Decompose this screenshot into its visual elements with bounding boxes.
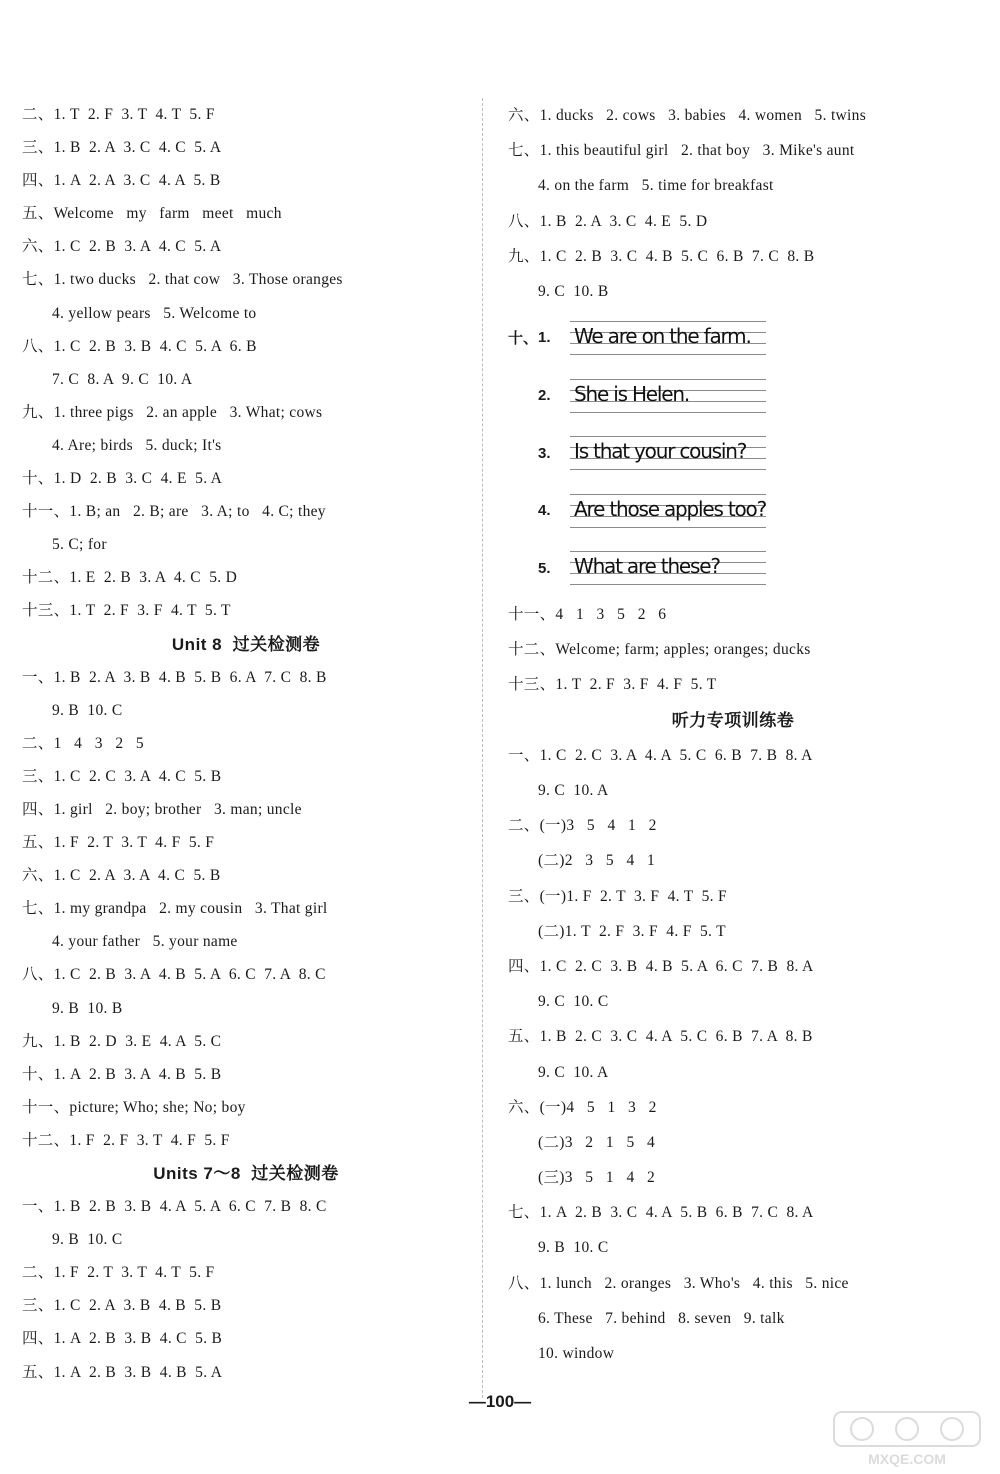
- handwritten-sentence: We are on the farm.: [574, 323, 751, 348]
- answer-line: 9. B 10. C: [52, 701, 123, 719]
- answer-line: 六、1. C 2. A 3. A 4. C 5. B: [22, 867, 221, 885]
- writing-row: [508, 540, 958, 598]
- answer-line: 7. C 8. A 9. C 10. A: [52, 370, 193, 388]
- answer-line: 9. B 10. B: [52, 999, 123, 1017]
- four-line-writing-grid: [570, 494, 766, 528]
- answer-line: 9. C 10. B: [538, 282, 609, 300]
- answer-line: 七、1. A 2. B 3. C 4. A 5. B 6. B 7. C 8. A: [508, 1204, 814, 1222]
- answer-line: 五、Welcome my farm meet much: [22, 205, 282, 223]
- answer-line: 9. C 10. C: [538, 993, 609, 1011]
- watermark-logo: [832, 1410, 982, 1468]
- answer-line: 十、1. A 2. B 3. A 4. B 5. B: [22, 1065, 222, 1083]
- handwritten-sentence: Are those apples too?: [574, 496, 766, 521]
- four-line-writing-grid: [570, 436, 766, 470]
- answer-line: 一、1. B 2. B 3. B 4. A 5. A 6. C 7. B 8. C: [22, 1198, 327, 1216]
- answer-line: 10. window: [538, 1345, 615, 1363]
- writing-item-number: 4.: [538, 502, 551, 520]
- answer-line: (二)1. T 2. F 3. F 4. F 5. T: [538, 922, 726, 940]
- answer-line: 9. B 10. C: [538, 1239, 609, 1257]
- answer-line: 九、1. B 2. D 3. E 4. A 5. C: [22, 1032, 222, 1050]
- answer-line: 八、1. lunch 2. oranges 3. Who's 4. this 5. nice: [508, 1274, 849, 1292]
- answer-line: 六、1. C 2. B 3. A 4. C 5. A: [22, 238, 222, 256]
- answer-line: 9. B 10. C: [52, 1231, 123, 1249]
- writing-item-number: 1.: [538, 329, 551, 347]
- answer-line: 四、1. A 2. A 3. C 4. A 5. B: [22, 172, 221, 190]
- writing-section-label: 十、: [508, 330, 539, 348]
- column-divider: [482, 98, 483, 1398]
- answer-line: 三、1. B 2. A 3. C 4. C 5. A: [22, 139, 222, 157]
- answer-line: 四、1. C 2. C 3. B 4. B 5. A 6. C 7. B 8. A: [508, 957, 814, 975]
- four-line-writing-grid: [570, 321, 766, 355]
- answer-line: 9. C 10. A: [538, 782, 609, 800]
- answer-line: 十一、1. B; an 2. B; are 3. A; to 4. C; they: [22, 503, 326, 521]
- writing-row: [508, 424, 958, 482]
- four-line-writing-grid: [570, 551, 766, 585]
- answer-line: 四、1. girl 2. boy; brother 3. man; uncle: [22, 800, 302, 818]
- answer-line: 三、1. C 2. C 3. A 4. C 5. B: [22, 767, 222, 785]
- answer-line: 八、1. C 2. B 3. B 4. C 5. A 6. B: [22, 337, 257, 355]
- answer-line: 十一、picture; Who; she; No; boy: [22, 1098, 246, 1116]
- answer-line: 七、1. two ducks 2. that cow 3. Those oranges: [22, 271, 343, 289]
- right-column: [508, 98, 958, 1371]
- answer-line: 三、(一)1. F 2. T 3. F 4. T 5. F: [508, 887, 727, 905]
- answer-line: 九、1. three pigs 2. an apple 3. What; cows: [22, 403, 323, 421]
- page-number: —100—: [468, 1392, 532, 1411]
- answer-line: 十二、Welcome; farm; apples; oranges; ducks: [508, 641, 811, 659]
- answer-line: (二)2 3 5 4 1: [538, 852, 656, 870]
- answer-line: 十三、1. T 2. F 3. F 4. T 5. T: [22, 602, 231, 620]
- writing-row: [508, 367, 958, 425]
- answer-line: (二)3 2 1 5 4: [538, 1133, 656, 1151]
- right-bottom-section: [508, 597, 958, 1371]
- answer-line: 五、1. F 2. T 3. T 4. F 5. F: [22, 834, 215, 852]
- answer-line: 4. Are; birds 5. duck; It's: [52, 436, 222, 454]
- handwritten-sentence: What are these?: [574, 554, 720, 579]
- handwritten-sentence: Is that your cousin?: [574, 439, 747, 464]
- answer-line: 八、1. B 2. A 3. C 4. E 5. D: [508, 212, 708, 230]
- handwriting-section: [508, 309, 958, 597]
- answer-line: 一、1. B 2. A 3. B 4. B 5. B 6. A 7. C 8. B: [22, 668, 327, 686]
- answer-line: 六、(一)4 5 1 3 2: [508, 1098, 657, 1116]
- writing-item-number: 3.: [538, 444, 551, 462]
- section-heading: Unit 8 过关检测卷: [171, 634, 321, 654]
- answer-line: 十二、1. E 2. B 3. A 4. C 5. D: [22, 569, 238, 587]
- answer-line: 二、(一)3 5 4 1 2: [508, 817, 657, 835]
- answer-line: 十一、4 1 3 5 2 6: [508, 606, 667, 624]
- answer-line: 三、1. C 2. A 3. B 4. B 5. B: [22, 1297, 222, 1315]
- answer-line: 十三、1. T 2. F 3. F 4. F 5. T: [508, 676, 717, 694]
- writing-row: [508, 309, 958, 367]
- answer-line: 6. These 7. behind 8. seven 9. talk: [538, 1309, 785, 1327]
- handwritten-sentence: She is Helen.: [574, 381, 690, 406]
- right-top-section: [508, 98, 958, 309]
- answer-line: (三)3 5 1 4 2: [538, 1169, 656, 1187]
- left-column: [22, 98, 470, 1389]
- answer-line: 五、1. B 2. C 3. C 4. A 5. C 6. B 7. A 8. B: [508, 1028, 813, 1046]
- answer-line: 二、1. F 2. T 3. T 4. T 5. F: [22, 1264, 215, 1282]
- watermark-text: MXQE.COM: [868, 1451, 946, 1467]
- answer-line: 八、1. C 2. B 3. A 4. B 5. A 6. C 7. A 8. C: [22, 966, 326, 984]
- answer-line: 十二、1. F 2. F 3. T 4. F 5. F: [22, 1131, 230, 1149]
- answer-line: 四、1. A 2. B 3. B 4. C 5. B: [22, 1330, 223, 1348]
- section-heading: Units 7～8 过关检测卷: [153, 1164, 339, 1183]
- answer-line: 七、1. my grandpa 2. my cousin 3. That girl: [22, 900, 328, 918]
- answer-line: 六、1. ducks 2. cows 3. babies 4. women 5. twins: [508, 107, 867, 124]
- writing-item-number: 2.: [538, 387, 551, 405]
- writing-row: [508, 482, 958, 540]
- answer-line: 二、1. T 2. F 3. T 4. T 5. F: [22, 106, 215, 123]
- answer-line: 九、1. C 2. B 3. C 4. B 5. C 6. B 7. C 8. B: [508, 247, 815, 265]
- writing-item-number: 5.: [538, 559, 551, 577]
- answer-line: 5. C; for: [52, 536, 107, 554]
- four-line-writing-grid: [570, 379, 766, 413]
- answer-line: 9. C 10. A: [538, 1063, 609, 1081]
- answer-line: 十、1. D 2. B 3. C 4. E 5. A: [22, 470, 223, 488]
- answer-line: 4. on the farm 5. time for breakfast: [538, 177, 774, 195]
- answer-line: 4. your father 5. your name: [52, 933, 238, 951]
- answer-line: 七、1. this beautiful girl 2. that boy 3. Mike's aunt: [508, 142, 855, 160]
- answer-line: 二、1 4 3 2 5: [22, 734, 144, 752]
- section-heading: 听力专项训练卷: [671, 710, 795, 730]
- answer-line: 五、1. A 2. B 3. B 4. B 5. A: [22, 1363, 223, 1381]
- answer-line: 一、1. C 2. C 3. A 4. A 5. C 6. B 7. B 8. A: [508, 746, 813, 764]
- answer-line: 4. yellow pears 5. Welcome to: [52, 304, 257, 322]
